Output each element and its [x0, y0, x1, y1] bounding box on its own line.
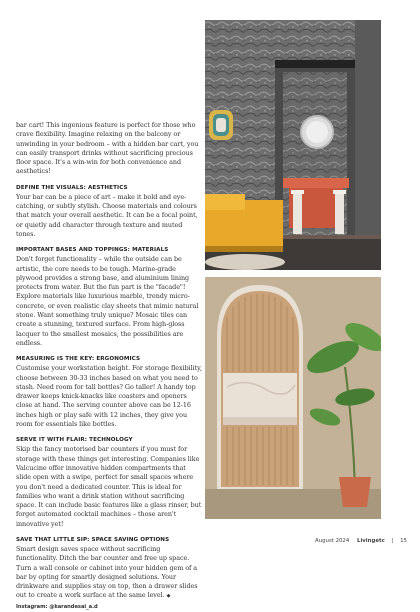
section-heading: IMPORTANT BASES AND TOPPINGS: MATERIALS: [16, 247, 169, 254]
article-column: [16, 121, 202, 612]
photo-credit: Instagram: @karandesai_a.d: [16, 603, 98, 610]
section-ergonomics: [16, 356, 202, 429]
magazine-name: Livingetc: [357, 538, 385, 544]
bar-cabinet-photo: [205, 277, 381, 519]
section-body-text: Smart design saves space without sacrificing functionality. Ditch the bar counter and free up space. Turn a wall console or cabinet into your hidden gem of a bar by opting for smartly designed solutions. Your drinkware and supplies stay on top, then a drawer slides out to create a work surface at the same level.: [16, 544, 198, 600]
section-heading: DEFINE THE VISUALS: AESTHETICS: [16, 184, 128, 191]
instagram-icon: ◆: [166, 593, 171, 600]
footer-folio: [315, 538, 415, 544]
section-body: Customise your workstation height. For storage flexibility, choose between 30-33 inches based on what you need to stash. Need room for tall bottles? Go taller! A handy top drawer keeps knick-knacks like coasters and openers close at hand. The serving counter above can be 12-16 inches high or play safe with 12 inches, they give you room for essentials like bottles.: [16, 364, 202, 429]
section-body: [16, 545, 202, 612]
folio-separator: |: [391, 538, 394, 544]
section-materials: [16, 247, 202, 348]
page-number: 15: [400, 538, 407, 544]
issue-date: August 2024: [315, 538, 350, 544]
section-heading: MEASURING IS THE KEY: ERGONOMICS: [16, 356, 141, 363]
section-heading: SAVE THAT LITTLE SIP: SPACE SAVING OPTIONS: [16, 536, 170, 543]
section-body: Your bar can be a piece of art – make it bold and eye-catching, or subtly stylish. Choose materials and colours that match your overall aesthetic. It can be a focal point, or quietly add character through texture and muted tones.: [16, 192, 198, 238]
section-body: Don't forget functionality – while the outside can be artistic, the core needs to be tough. Marine-grade plywood provides a strong base, and aluminium lining protects from water. But the fun part is the "facade"! Explore materials like luxurious marble, trendy micro-concrete, or even realistic clay sheets that mimic natural stone. Want something truly unique? Mosaic tiles can create a stunning, textured surface. From high-gloss lacquer to the smallest mosaics, the possibilities are endless.: [16, 255, 199, 347]
section-technology: [16, 437, 202, 529]
section-space-saving: [16, 537, 202, 612]
section-aesthetics: [16, 185, 202, 239]
article-intro: bar cart! This ingenious feature is perfect for those who crave flexibility. Imagine relaxing on the balcony or unwinding in your bedroom – with a hidden bar cart, you can easily transport drinks without sacrificing precious floor space. It's a win-win for both convenience and aesthetics!: [16, 121, 199, 176]
interior-bar-photo: [205, 20, 381, 270]
section-heading: SERVE IT WITH FLAIR: TECHNOLOGY: [16, 437, 133, 444]
section-body: Skip the fancy motorised bar counters if you must for storage with these things get interesting. Companies like Valcucine offer innovative hidden compartments that slide open with a swipe, perfect for small spaces where you don't need a dedicated counter. This is ideal for families who want a drink station without sacrificing space. It can include basic features like a glass rinser, but forget automated cocktail machines – those aren't innovative yet!: [16, 445, 202, 528]
